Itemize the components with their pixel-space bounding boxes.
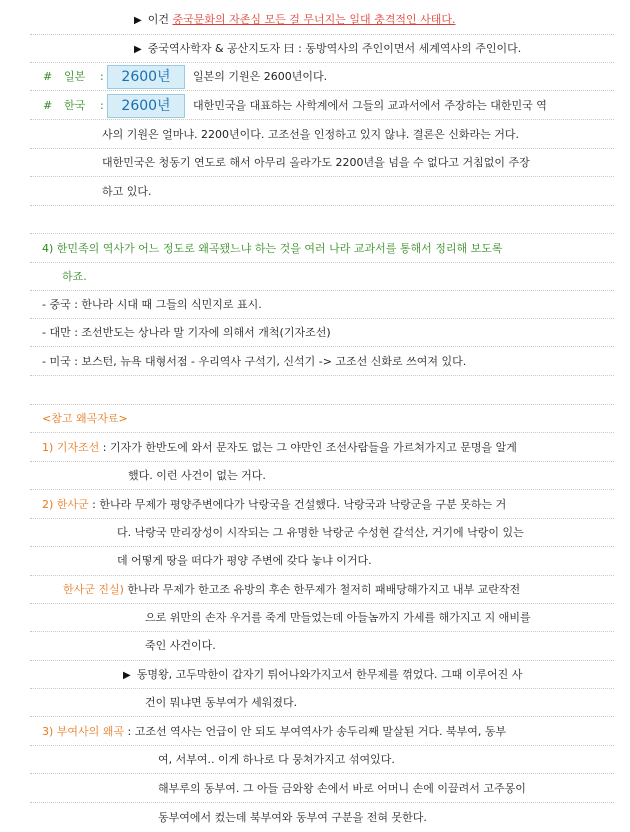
korea-text-3: 대한민국은 청동기 연도로 해서 아무리 올라가도 2200년을 넘을 수 없다고 거침없이 주장: [102, 156, 530, 169]
top-line-2: [134, 41, 521, 58]
top-line-1-prefix: 이건: [147, 13, 173, 26]
japan-year-box: 2600년: [107, 65, 185, 89]
reference-item-3-text-1: : 고조선 역사는 언급이 안 되도 부여역사가 송두리째 말살된 거다. 북부여, 동부: [124, 725, 507, 738]
divider: [30, 575, 614, 576]
divider: [30, 346, 614, 347]
divider: [30, 603, 614, 604]
divider: [30, 432, 614, 433]
divider: [30, 773, 614, 774]
reference-item-3-text-3: 해부루의 동부여. 그 아들 금와왕 손에서 바로 어머니 손에 이끌려서 고주몽이: [158, 782, 526, 795]
divider: [30, 688, 614, 689]
top-line-1-highlight: 중국문화의 자존심 모든 걸 무너지는 일대 충격적인 사태다.: [172, 13, 456, 26]
section4-taiwan: - 대만 : 조선반도는 상나라 말 기자에 의해서 개척(기자조선): [42, 326, 331, 339]
divider: [30, 148, 614, 149]
reference-item-1-label: 1) 기자조선: [42, 441, 100, 454]
section4-china: - 중국 : 한나라 시대 때 그들의 식민지로 표시.: [42, 298, 262, 311]
divider: [30, 375, 614, 376]
reference-truth-label: 한사군 진실): [63, 583, 124, 596]
korea-year-box: 2600년: [107, 94, 185, 118]
divider: [30, 802, 614, 803]
korea-text-4: 하고 있다.: [102, 185, 152, 198]
reference-item-1: [42, 440, 517, 456]
section4-heading-2: 하죠.: [62, 270, 87, 283]
reference-truth-text-2: 으로 위만의 손자 우거를 죽게 만들었는데 아들놈까지 가세를 해가지고 지 애비를: [145, 611, 531, 624]
divider: [30, 62, 614, 63]
korea-colon: :: [100, 99, 104, 112]
divider: [30, 34, 614, 35]
top-line-2-text: 중국역사학자 & 공산지도자 曰 : 동방역사의 주인이면서 세계역사의 주인이다.: [147, 42, 522, 55]
japan-text: 일본의 기원은 2600년이다.: [193, 70, 328, 83]
triangle-bullet-icon: ▶: [134, 15, 142, 26]
korea-hash: #: [43, 99, 53, 112]
divider: [30, 745, 614, 746]
reference-truth-text-1: 한나라 무제가 한고조 유방의 후손 한무제가 철저히 패배당해가지고 내부 교란작전: [123, 583, 521, 596]
reference-truth: [63, 582, 520, 598]
reference-bullet-text-2: 건이 뭐냐면 동부여가 세워졌다.: [145, 696, 298, 709]
reference-item-2-text-3: 데 어떻게 땅을 떠다가 평양 주변에 갖다 놓냐 이거다.: [117, 554, 372, 567]
section4-heading-1: 4) 한민족의 역사가 어느 정도로 왜곡됐느냐 하는 것을 여러 나라 교과서를 통해서 정리해 보도록: [42, 242, 503, 255]
reference-item-2-label: 2) 한사군: [42, 498, 89, 511]
divider: [30, 404, 614, 405]
japan-hash: #: [43, 70, 53, 83]
divider: [30, 90, 614, 91]
divider: [30, 660, 614, 661]
korea-text-2: 사의 기원은 얼마냐. 2200년이다. 고조선을 인정하고 있지 않냐. 결론은 신화라는 거다.: [102, 128, 519, 141]
divider: [30, 489, 614, 490]
divider: [30, 262, 614, 263]
korea-label: 한국: [64, 99, 86, 112]
reference-truth-text-3: 죽인 사건이다.: [145, 639, 216, 652]
reference-item-1-text-1: : 기자가 한반도에 와서 문자도 없는 그 야만인 조선사람들을 가르쳐가지고 문명을 알게: [99, 441, 517, 454]
japan-colon: :: [100, 70, 104, 83]
divider: [30, 546, 614, 547]
divider: [30, 119, 614, 120]
divider: [30, 631, 614, 632]
reference-item-1-text-2: 했다. 이런 사건이 없는 거다.: [128, 469, 266, 482]
divider: [30, 290, 614, 291]
reference-item-3-label: 3) 부여사의 왜곡: [42, 725, 125, 738]
reference-bullet: [123, 667, 522, 684]
divider: [30, 518, 614, 519]
reference-item-2-text-2: 다. 낙랑국 만리장성이 시작되는 그 유명한 낙랑군 수성현 갈석산, 거기에 낙랑이 있는: [117, 526, 524, 539]
divider: [30, 716, 614, 717]
divider: [30, 233, 614, 234]
japan-label: 일본: [64, 70, 86, 83]
divider: [30, 318, 614, 319]
reference-bullet-text-1: 동명왕, 고두막한이 갑자기 튀어나와가지고서 한무제를 꺾었다. 그때 이루어진 사: [136, 668, 523, 681]
divider: [30, 176, 614, 177]
triangle-bullet-icon: ▶: [123, 670, 131, 681]
reference-item-2: [42, 497, 506, 513]
reference-item-3-text-4: 동부여에서 컸는데 북부여와 동부여 구분을 전혀 못한다.: [158, 811, 427, 824]
triangle-bullet-icon: ▶: [134, 44, 142, 55]
reference-item-3: [42, 724, 506, 740]
divider: [30, 461, 614, 462]
reference-item-3-text-2: 여, 서부여.. 이게 하나로 다 뭉쳐가지고 섞여있다.: [158, 753, 395, 766]
section4-usa: - 미국 : 보스턴, 뉴욕 대형서점 - 우리역사 구석기, 신석기 -> 고조선 신화로 쓰여져 있다.: [42, 355, 467, 368]
korea-text-1: 대한민국을 대표하는 사학계에서 그들의 교과서에서 주장하는 대한민국 역: [193, 99, 547, 112]
divider: [30, 205, 614, 206]
reference-item-2-text-1: : 한나라 무제가 평양주변에다가 낙랑국을 건설했다. 낙랑국과 낙랑군을 구분 못하는 거: [88, 498, 507, 511]
top-line-1: [134, 12, 455, 29]
reference-title: <참고 왜곡자료>: [42, 412, 128, 425]
